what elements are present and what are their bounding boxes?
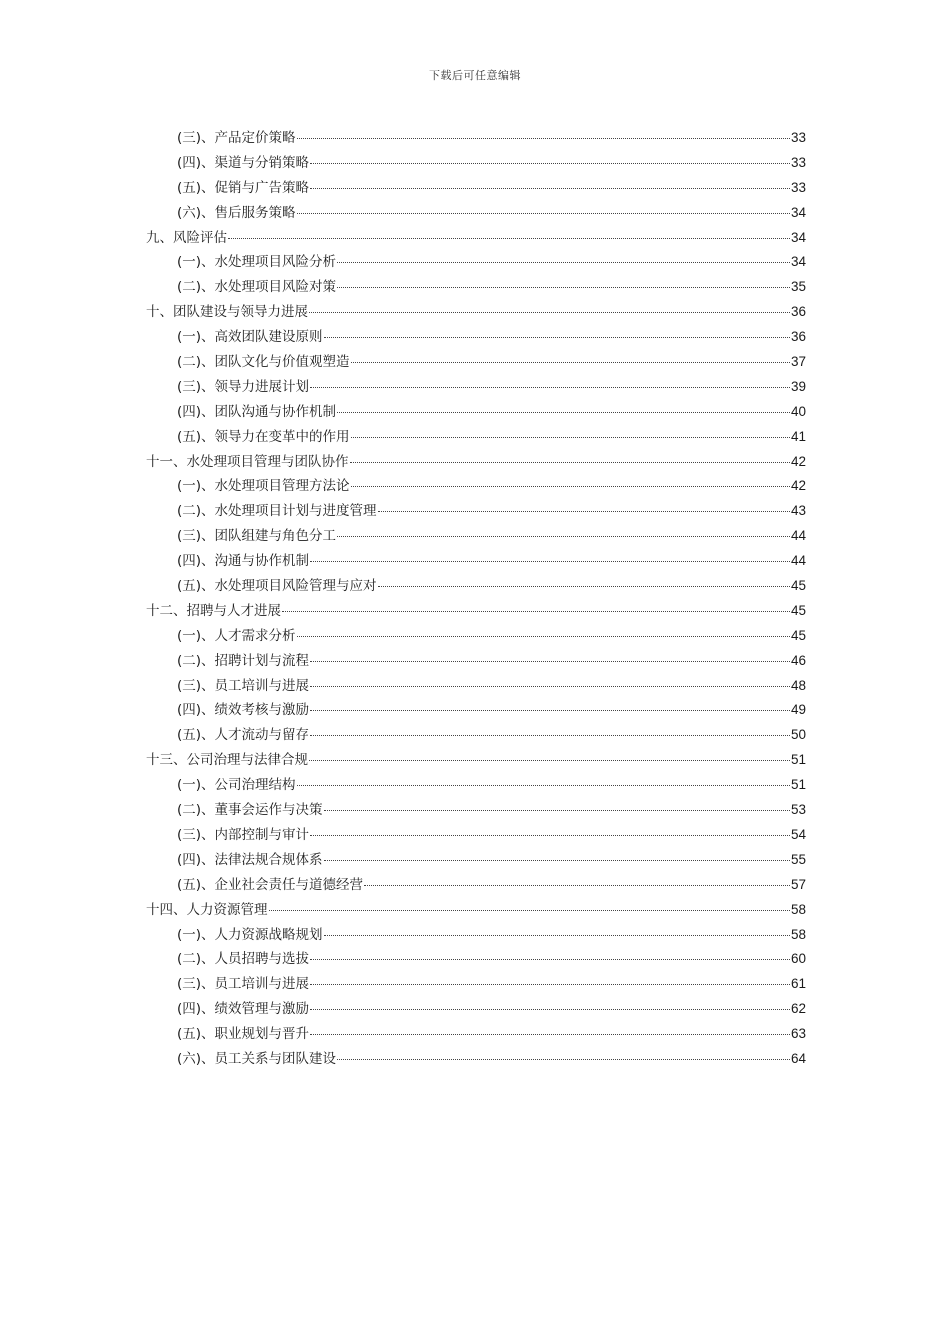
toc-entry-title: (三)、员工培训与进展 bbox=[177, 677, 310, 694]
toc-section-entry[interactable] bbox=[146, 250, 806, 275]
toc-entry-title: (四)、绩效考核与激励 bbox=[177, 702, 310, 719]
toc-dot-leader bbox=[350, 462, 790, 463]
toc-dot-leader bbox=[310, 387, 790, 388]
toc-entry-title: 十三、公司治理与法律合规 bbox=[146, 752, 308, 769]
toc-entry-title: (六)、售后服务策略 bbox=[177, 204, 296, 221]
toc-entry-title: (一)、高效团队建设原则 bbox=[177, 329, 323, 346]
toc-dot-leader bbox=[324, 810, 790, 811]
toc-chapter-entry[interactable] bbox=[146, 898, 806, 923]
toc-entry-title: (三)、产品定价策略 bbox=[177, 130, 296, 146]
toc-entry-title: (四)、团队沟通与协作机制 bbox=[177, 403, 337, 420]
toc-dot-leader bbox=[310, 710, 790, 711]
toc-page-number: 43 bbox=[790, 503, 806, 519]
toc-dot-leader bbox=[297, 213, 790, 214]
toc-entry-title: (二)、水处理项目计划与进度管理 bbox=[177, 503, 377, 520]
toc-dot-leader bbox=[310, 1009, 790, 1010]
table-of-contents bbox=[146, 126, 806, 1072]
toc-section-entry[interactable] bbox=[146, 350, 806, 375]
toc-dot-leader bbox=[297, 785, 790, 786]
toc-section-entry[interactable] bbox=[146, 425, 806, 450]
toc-entry-title: 十四、人力资源管理 bbox=[146, 901, 268, 918]
toc-section-entry[interactable] bbox=[146, 698, 806, 723]
toc-page-number: 62 bbox=[790, 1001, 806, 1017]
toc-entry-title: (三)、员工培训与进展 bbox=[177, 976, 310, 993]
toc-section-entry[interactable] bbox=[146, 375, 806, 400]
toc-page-number: 46 bbox=[790, 652, 806, 668]
toc-entry-title: (四)、渠道与分销策略 bbox=[177, 154, 310, 171]
toc-entry-title: (一)、人力资源战略规划 bbox=[177, 926, 323, 943]
toc-dot-leader bbox=[324, 935, 790, 936]
toc-dot-leader bbox=[351, 486, 790, 487]
toc-section-entry[interactable] bbox=[146, 524, 806, 549]
toc-entry-title: (二)、招聘计划与流程 bbox=[177, 652, 310, 669]
toc-entry-title: 十、团队建设与领导力进展 bbox=[146, 304, 308, 321]
toc-section-entry[interactable] bbox=[146, 1047, 806, 1072]
toc-chapter-entry[interactable] bbox=[146, 450, 806, 475]
toc-section-entry[interactable] bbox=[146, 151, 806, 176]
toc-entry-title: (五)、促销与广告策略 bbox=[177, 179, 310, 196]
toc-dot-leader bbox=[282, 611, 790, 612]
toc-section-entry[interactable] bbox=[146, 723, 806, 748]
toc-page-number: 39 bbox=[790, 378, 806, 394]
toc-entry-title: (一)、公司治理结构 bbox=[177, 777, 296, 794]
toc-entry-title: (六)、员工关系与团队建设 bbox=[177, 1050, 337, 1067]
toc-dot-leader bbox=[310, 188, 790, 189]
toc-section-entry[interactable] bbox=[146, 798, 806, 823]
toc-entry-title: (二)、水处理项目风险对策 bbox=[177, 279, 337, 296]
toc-dot-leader bbox=[310, 835, 790, 836]
toc-page-number: 44 bbox=[790, 553, 806, 569]
toc-section-entry[interactable] bbox=[146, 649, 806, 674]
toc-chapter-entry[interactable] bbox=[146, 599, 806, 624]
toc-entry-title: (五)、企业社会责任与道德经营 bbox=[177, 876, 364, 893]
toc-dot-leader bbox=[297, 138, 790, 139]
toc-dot-leader bbox=[310, 163, 790, 164]
toc-section-entry[interactable] bbox=[146, 997, 806, 1022]
toc-page-number: 49 bbox=[790, 702, 806, 718]
toc-section-entry[interactable] bbox=[146, 499, 806, 524]
toc-section-entry[interactable] bbox=[146, 1022, 806, 1047]
toc-entry-title: (一)、水处理项目管理方法论 bbox=[177, 478, 350, 495]
toc-dot-leader bbox=[310, 1034, 790, 1035]
toc-dot-leader bbox=[310, 959, 790, 960]
toc-section-entry[interactable] bbox=[146, 923, 806, 948]
toc-page-number: 53 bbox=[790, 802, 806, 818]
toc-entry-title: (四)、法律法规合规体系 bbox=[177, 851, 323, 868]
toc-page-number: 34 bbox=[790, 204, 806, 220]
toc-page-number: 55 bbox=[790, 851, 806, 867]
toc-section-entry[interactable] bbox=[146, 126, 806, 151]
toc-page-number: 54 bbox=[790, 826, 806, 842]
toc-dot-leader bbox=[310, 686, 790, 687]
toc-page-number: 50 bbox=[790, 727, 806, 743]
toc-dot-leader bbox=[337, 1059, 790, 1060]
toc-chapter-entry[interactable] bbox=[146, 226, 806, 251]
toc-page-number: 48 bbox=[790, 677, 806, 693]
toc-page-number: 42 bbox=[790, 453, 806, 469]
toc-page-number: 60 bbox=[790, 951, 806, 967]
toc-section-entry[interactable] bbox=[146, 848, 806, 873]
toc-section-entry[interactable] bbox=[146, 275, 806, 300]
toc-page-number: 58 bbox=[790, 901, 806, 917]
toc-section-entry[interactable] bbox=[146, 972, 806, 997]
toc-page-number: 33 bbox=[790, 179, 806, 195]
toc-page-number: 45 bbox=[790, 578, 806, 594]
toc-section-entry[interactable] bbox=[146, 773, 806, 798]
toc-section-entry[interactable] bbox=[146, 400, 806, 425]
toc-section-entry[interactable] bbox=[146, 823, 806, 848]
toc-page-number: 44 bbox=[790, 528, 806, 544]
toc-entry-title: (二)、人员招聘与选拔 bbox=[177, 951, 310, 968]
toc-dot-leader bbox=[310, 661, 790, 662]
toc-section-entry[interactable] bbox=[146, 176, 806, 201]
toc-entry-title: (二)、董事会运作与决策 bbox=[177, 802, 323, 819]
toc-page-number: 35 bbox=[790, 279, 806, 295]
toc-page-number: 40 bbox=[790, 403, 806, 419]
toc-page-number: 61 bbox=[790, 976, 806, 992]
toc-page-number: 33 bbox=[790, 130, 806, 145]
toc-entry-title: (五)、职业规划与晋升 bbox=[177, 1026, 310, 1043]
toc-dot-leader bbox=[337, 262, 790, 263]
toc-entry-title: (三)、领导力进展计划 bbox=[177, 378, 310, 395]
toc-dot-leader bbox=[297, 636, 790, 637]
toc-page-number: 51 bbox=[790, 777, 806, 793]
toc-page-number: 36 bbox=[790, 304, 806, 320]
toc-entry-title: 十一、水处理项目管理与团队协作 bbox=[146, 453, 349, 470]
toc-section-entry[interactable] bbox=[146, 574, 806, 599]
toc-page-number: 34 bbox=[790, 254, 806, 270]
toc-dot-leader bbox=[351, 437, 790, 438]
toc-section-entry[interactable] bbox=[146, 947, 806, 972]
toc-entry-title: (三)、内部控制与审计 bbox=[177, 826, 310, 843]
toc-entry-title: (五)、水处理项目风险管理与应对 bbox=[177, 578, 377, 595]
toc-page-number: 34 bbox=[790, 229, 806, 245]
toc-dot-leader bbox=[337, 287, 790, 288]
toc-page-number: 63 bbox=[790, 1026, 806, 1042]
toc-entry-title: (五)、领导力在变革中的作用 bbox=[177, 428, 350, 445]
toc-section-entry[interactable] bbox=[146, 624, 806, 649]
toc-dot-leader bbox=[337, 536, 790, 537]
toc-dot-leader bbox=[337, 412, 790, 413]
toc-dot-leader bbox=[309, 312, 790, 313]
toc-chapter-entry[interactable] bbox=[146, 300, 806, 325]
toc-entry-title: (一)、水处理项目风险分析 bbox=[177, 254, 337, 271]
toc-page-number: 33 bbox=[790, 154, 806, 170]
toc-entry-title: (一)、人才需求分析 bbox=[177, 627, 296, 644]
toc-dot-leader bbox=[324, 860, 790, 861]
toc-page-number: 64 bbox=[790, 1050, 806, 1066]
toc-section-entry[interactable] bbox=[146, 873, 806, 898]
toc-page-number: 36 bbox=[790, 329, 806, 345]
toc-entry-title: 十二、招聘与人才进展 bbox=[146, 602, 281, 619]
toc-dot-leader bbox=[228, 238, 790, 239]
toc-dot-leader bbox=[364, 885, 790, 886]
toc-entry-title: (四)、沟通与协作机制 bbox=[177, 553, 310, 570]
toc-page-number: 41 bbox=[790, 428, 806, 444]
toc-dot-leader bbox=[324, 337, 790, 338]
toc-dot-leader bbox=[310, 561, 790, 562]
toc-dot-leader bbox=[269, 910, 790, 911]
toc-entry-title: (二)、团队文化与价值观塑造 bbox=[177, 354, 350, 371]
toc-page-number: 42 bbox=[790, 478, 806, 494]
toc-dot-leader bbox=[310, 984, 790, 985]
toc-entry-title: (三)、团队组建与角色分工 bbox=[177, 528, 337, 545]
toc-section-entry[interactable] bbox=[146, 549, 806, 574]
toc-page-number: 45 bbox=[790, 602, 806, 618]
toc-entry-title: (五)、人才流动与留存 bbox=[177, 727, 310, 744]
toc-chapter-entry[interactable] bbox=[146, 748, 806, 773]
toc-page-number: 37 bbox=[790, 354, 806, 370]
toc-page-number: 58 bbox=[790, 926, 806, 942]
toc-dot-leader bbox=[351, 362, 790, 363]
toc-section-entry[interactable] bbox=[146, 474, 806, 499]
toc-page-number: 51 bbox=[790, 752, 806, 768]
toc-dot-leader bbox=[310, 735, 790, 736]
toc-dot-leader bbox=[378, 586, 790, 587]
toc-dot-leader bbox=[378, 511, 790, 512]
toc-section-entry[interactable] bbox=[146, 201, 806, 226]
header-note: 下载后可任意编辑 bbox=[429, 69, 521, 82]
toc-section-entry[interactable] bbox=[146, 674, 806, 699]
toc-section-entry[interactable] bbox=[146, 325, 806, 350]
toc-entry-title: (四)、绩效管理与激励 bbox=[177, 1001, 310, 1018]
toc-page-number: 45 bbox=[790, 627, 806, 643]
toc-page-number: 57 bbox=[790, 876, 806, 892]
toc-entry-title: 九、风险评估 bbox=[146, 229, 227, 246]
toc-dot-leader bbox=[309, 760, 790, 761]
